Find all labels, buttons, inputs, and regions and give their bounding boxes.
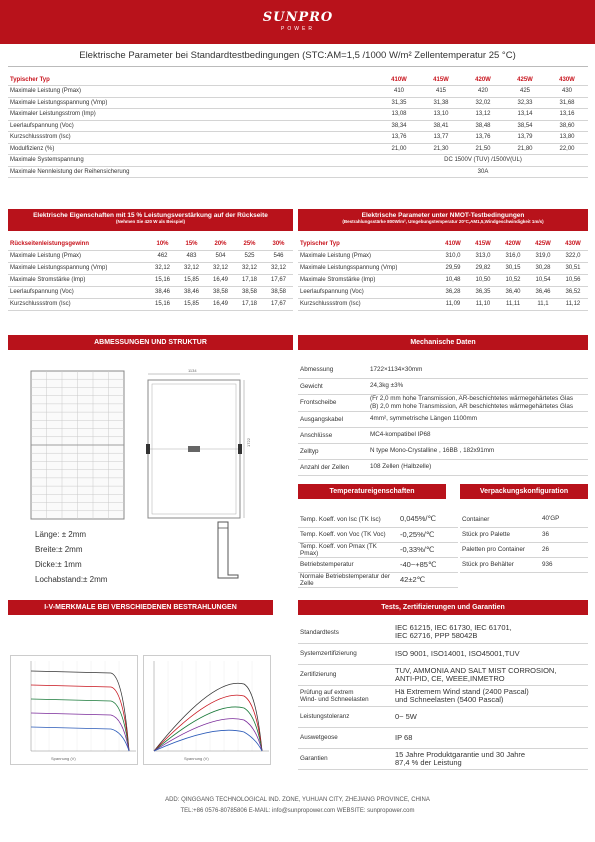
table-cell: DC 1500V (TUV) /1500V(UL) xyxy=(378,155,588,167)
table-row xyxy=(8,155,588,167)
iv-curve xyxy=(31,727,129,751)
table-cell: 38,46 xyxy=(148,286,177,298)
iv-chart-right xyxy=(143,655,271,765)
row-label: Normale Betriebstemperatur der Zelle xyxy=(298,572,398,587)
column-header: 10% xyxy=(148,238,177,250)
rear-section-subtitle: (Nehmen Sie 420 W als Beispiel) xyxy=(115,219,186,224)
table-cell: 13,16 xyxy=(546,109,588,121)
table-cell: 310,0 xyxy=(438,250,468,262)
table-cell: 319,0 xyxy=(528,250,558,262)
tolerance-thickness: Dicke:± 1mm xyxy=(35,560,82,569)
divider xyxy=(8,66,588,67)
panel-front-svg xyxy=(30,370,125,520)
tolerance-width: Breite:± 2mm xyxy=(35,545,83,554)
row-value: 108 Zellen (Halbzelle) xyxy=(368,459,588,475)
table-cell: 10,54 xyxy=(528,274,558,286)
table-cell: 13,76 xyxy=(378,132,420,144)
stc-table xyxy=(8,74,588,178)
row-label: Betriebstemperatur xyxy=(298,557,398,572)
row-label: Garantien xyxy=(298,748,393,769)
table-cell: 415 xyxy=(420,86,462,98)
table-cell: 38,34 xyxy=(378,120,420,132)
column-header: 25% xyxy=(235,238,264,250)
table-cell: 322,0 xyxy=(558,250,588,262)
table-row xyxy=(460,527,588,542)
tolerance-length: Länge: ± 2mm xyxy=(35,530,87,539)
table-cell: 16,49 xyxy=(206,298,235,310)
table-row xyxy=(298,727,588,748)
table-cell: 32,12 xyxy=(235,262,264,274)
rear-table xyxy=(8,238,293,311)
table-cell: 11,10 xyxy=(468,298,498,310)
table-cell: 38,58 xyxy=(264,286,293,298)
table-cell: 38,60 xyxy=(546,120,588,132)
row-label: Container xyxy=(460,512,540,527)
footer-address: ADD: QINGGANG TECHNOLOGICAL IND. ZONE, YUHUAN CITY, ZHEJIANG PROVINCE, CHINA xyxy=(165,797,430,803)
row-value: 936 xyxy=(540,557,588,572)
row-label: Maximaler Leistungsstrom (Imp) xyxy=(8,109,378,121)
table-cell: 30,15 xyxy=(498,262,528,274)
row-value: TUV, AMMONIA AND SALT MIST CORROSION, ANTI-PID, CE, WEEE,INMETRO xyxy=(393,664,588,685)
temp-table xyxy=(298,512,458,588)
table-cell: 17,67 xyxy=(264,298,293,310)
brand-logo xyxy=(262,10,334,36)
row-label: Maximale Leistung (Pmax) xyxy=(298,250,438,262)
table-cell: 10,48 xyxy=(438,274,468,286)
table-row xyxy=(8,86,588,98)
row-label: Prüfung auf extrem Wind- und Schneelasten xyxy=(298,685,393,706)
table-cell: 13,76 xyxy=(462,132,504,144)
table-cell: 36,35 xyxy=(468,286,498,298)
table-cell: 32,02 xyxy=(462,97,504,109)
table-cell: 32,12 xyxy=(206,262,235,274)
row-value: N type Mono-Crystalline , 16BB , 182x91mm xyxy=(368,443,588,459)
table-header-row xyxy=(8,238,293,250)
table-row xyxy=(298,394,588,411)
row-value: 15 Jahre Produktgarantie und 30 Jahre 87,4 % der Leistung xyxy=(393,748,588,769)
table-cell: 11,09 xyxy=(438,298,468,310)
column-header: 20% xyxy=(206,238,235,250)
column-header: 415W xyxy=(420,74,462,86)
table-row xyxy=(8,97,588,109)
table-cell: 10,52 xyxy=(498,274,528,286)
table-cell: 30,51 xyxy=(558,262,588,274)
column-header: 410W xyxy=(438,238,468,250)
row-label: Abmessung xyxy=(298,362,368,378)
row-label: Maximale Leistung (Pmax) xyxy=(8,250,148,262)
row-value: 1722×1134×30mm xyxy=(368,362,588,378)
table-cell: 32,12 xyxy=(177,262,206,274)
table-cell: 32,33 xyxy=(504,97,546,109)
row-label: Frontscheibe xyxy=(298,394,368,411)
table-row xyxy=(298,411,588,427)
table-cell: 17,67 xyxy=(264,274,293,286)
table-cell: 13,10 xyxy=(420,109,462,121)
column-header: 420W xyxy=(462,74,504,86)
table-cell: 13,14 xyxy=(504,109,546,121)
table-row xyxy=(298,274,588,286)
nmot-section-header xyxy=(298,209,588,231)
column-header: 415W xyxy=(468,238,498,250)
column-header: 430W xyxy=(558,238,588,250)
row-value: 42±2℃ xyxy=(398,572,458,587)
pack-header: Verpackungskonfiguration xyxy=(460,484,588,499)
row-label: Maximale Stromstärke (Imp) xyxy=(298,274,438,286)
row-label: Zelltyp xyxy=(298,443,368,459)
row-value: 0,045%/℃ xyxy=(398,512,458,527)
panel-back-drawing xyxy=(140,368,250,520)
table-row xyxy=(298,378,588,394)
row-value: -0,33%/℃ xyxy=(398,542,458,557)
table-cell: 10,50 xyxy=(468,274,498,286)
tolerance-list xyxy=(35,527,185,587)
brand-tagline: POWER xyxy=(281,26,315,32)
table-row xyxy=(298,262,588,274)
table-row xyxy=(8,109,588,121)
row-label: Maximale Leistung (Pmax) xyxy=(8,86,378,98)
table-row xyxy=(8,286,293,298)
table-row xyxy=(298,542,458,557)
table-row xyxy=(298,527,458,542)
row-label: Maximale Leistungsspannung (Vmp) xyxy=(8,262,148,274)
row-label-header: Typischer Typ xyxy=(298,238,438,250)
row-label-header: Rückseitenleistungsgewinn xyxy=(8,238,148,250)
column-header: 15% xyxy=(177,238,206,250)
table-cell: 483 xyxy=(177,250,206,262)
table-row xyxy=(298,685,588,706)
row-value: 26 xyxy=(540,542,588,557)
row-value: 4mm², symmetrische Längen 1100mm xyxy=(368,411,588,427)
table-cell: 15,16 xyxy=(148,274,177,286)
row-label: Anschlüsse xyxy=(298,427,368,443)
table-cell: 38,54 xyxy=(504,120,546,132)
table-cell: 21,00 xyxy=(378,143,420,155)
row-label: Maximale Nennleistung der Reihensicherung xyxy=(8,166,378,178)
table-cell: 525 xyxy=(235,250,264,262)
table-row xyxy=(8,120,588,132)
iv-xlabel-right: Spannung (V) xyxy=(184,756,209,761)
row-value: 36 xyxy=(540,527,588,542)
rear-section-header xyxy=(8,209,293,231)
column-header: 425W xyxy=(504,74,546,86)
table-cell: 30A xyxy=(378,166,588,178)
row-label: Gewicht xyxy=(298,378,368,394)
row-label-header: Typischer Typ xyxy=(8,74,378,86)
table-cell: 21,50 xyxy=(462,143,504,155)
row-label: Leistungstoleranz xyxy=(298,706,393,727)
row-value: ISO 9001, ISO14001, ISO45001,TUV xyxy=(393,643,588,664)
table-cell: 17,18 xyxy=(235,298,264,310)
row-value: Hä Extremem Wind stand (2400 Pascal) und Schneelasten (5400 Pascal) xyxy=(393,685,588,706)
table-cell: 11,11 xyxy=(498,298,528,310)
row-label: Maximale Leistungsspannung (Vmp) xyxy=(298,262,438,274)
table-row xyxy=(8,250,293,262)
table-header-row xyxy=(298,238,588,250)
table-row xyxy=(298,572,458,587)
table-cell: 546 xyxy=(264,250,293,262)
table-cell: 430 xyxy=(546,86,588,98)
row-value: (Fr 2,0 mm hohe Transmission, AR-beschichtetes wärmegehärtetes Glas (B) 2,0 mm hohe Transmission, AR beschichtetes wärmegehärtetes Glas xyxy=(368,394,588,411)
iv-curve xyxy=(31,685,129,751)
row-label: Anzahl der Zellen xyxy=(298,459,368,475)
column-header: 425W xyxy=(528,238,558,250)
row-label: Zertifizierung xyxy=(298,664,393,685)
iv-curve xyxy=(31,713,129,751)
row-label: Maximale Systemspannung xyxy=(8,155,378,167)
nmot-section-title: Elektrische Parameter unter NMOT-Testbedingungen xyxy=(361,212,525,219)
table-cell: 10,56 xyxy=(558,274,588,286)
table-row xyxy=(298,706,588,727)
table-cell: 13,08 xyxy=(378,109,420,121)
row-label: Stück pro Palette xyxy=(460,527,540,542)
row-label: Temp. Koeff. von Voc (TK Voc) xyxy=(298,527,398,542)
table-cell: 36,28 xyxy=(438,286,468,298)
table-cell: 22,00 xyxy=(546,143,588,155)
row-label: Auswetgeose xyxy=(298,727,393,748)
iv-curve xyxy=(31,699,129,751)
footer-contact: TEL:+86 0576-80785806 E-MAIL: info@sunpropower.com WEBSITE: sunpropower.com xyxy=(180,808,415,814)
table-row xyxy=(298,427,588,443)
table-cell: 36,52 xyxy=(558,286,588,298)
table-header-row xyxy=(8,74,588,86)
table-row xyxy=(460,557,588,572)
table-row xyxy=(8,298,293,310)
row-value: MC4-kompatibel IP68 xyxy=(368,427,588,443)
table-cell: 17,18 xyxy=(235,274,264,286)
row-label: Paletten pro Container xyxy=(460,542,540,557)
row-label: Modulfizienz (%) xyxy=(8,143,378,155)
table-row xyxy=(8,274,293,286)
row-value: 24,3kg ±3% xyxy=(368,378,588,394)
table-row xyxy=(298,362,588,378)
table-row xyxy=(298,512,458,527)
column-header: 430W xyxy=(546,74,588,86)
top-dimension-label: 1134 xyxy=(188,368,197,373)
table-cell: 13,12 xyxy=(462,109,504,121)
table-cell: 31,38 xyxy=(420,97,462,109)
frame-profile-drawing xyxy=(210,520,250,580)
nmot-section-subtitle: (Bestrahlungsstärke 800W/m², Umgebungstemperatur 20°C,AM1,5,Windgeschwindigkeit 1m/s) xyxy=(342,219,544,224)
table-cell: 410 xyxy=(378,86,420,98)
row-value: IP 68 xyxy=(393,727,588,748)
table-row xyxy=(298,664,588,685)
row-label: Systemzertifizierung xyxy=(298,643,393,664)
table-cell: 31,68 xyxy=(546,97,588,109)
table-cell: 13,80 xyxy=(546,132,588,144)
row-label: Leerlaufspannung (Voc) xyxy=(8,286,148,298)
row-label: Temp. Koeff. von Pmax (TK Pmax) xyxy=(298,542,398,557)
table-row xyxy=(298,250,588,262)
table-cell: 13,77 xyxy=(420,132,462,144)
table-cell: 36,40 xyxy=(498,286,528,298)
side-dimension-label: 1722 xyxy=(245,438,251,447)
table-cell: 21,80 xyxy=(504,143,546,155)
page-title: Elektrische Parameter bei Standardtestbedingungen (STC:AM=1,5 /1000 W/m² Zellentemperatur 25 °C) xyxy=(79,50,516,61)
row-value: -0,25%/℃ xyxy=(398,527,458,542)
table-cell: 38,58 xyxy=(206,286,235,298)
column-header: 420W xyxy=(498,238,528,250)
table-row xyxy=(298,557,458,572)
row-label: Temp. Koeff. von Isc (TK Isc) xyxy=(298,512,398,527)
table-cell: 316,0 xyxy=(498,250,528,262)
table-cell: 13,79 xyxy=(504,132,546,144)
cert-header: Tests, Zertifizierungen und Garantien xyxy=(298,600,588,615)
table-cell: 420 xyxy=(462,86,504,98)
table-cell: 504 xyxy=(206,250,235,262)
table-cell: 36,46 xyxy=(528,286,558,298)
table-cell: 32,12 xyxy=(264,262,293,274)
table-row xyxy=(8,166,588,178)
row-label: Kurzschlussstrom (Isc) xyxy=(8,132,378,144)
row-label: Stück pro Behälter xyxy=(460,557,540,572)
table-cell: 38,58 xyxy=(235,286,264,298)
rear-section-title: Elektrische Eigenschaften mit 15 % Leistungsverstärkung auf der Rückseite xyxy=(33,212,268,219)
table-cell: 38,48 xyxy=(462,120,504,132)
table-cell: 15,85 xyxy=(177,274,206,286)
row-label: Leerlaufspannung (Voc) xyxy=(8,120,378,132)
table-cell: 16,49 xyxy=(206,274,235,286)
pack-table xyxy=(460,512,588,573)
dimensions-header: ABMESSUNGEN UND STRUKTUR xyxy=(8,335,293,350)
tolerance-hole: Lochabstand:± 2mm xyxy=(35,575,108,584)
iv-header: I-V-MERKMALE BEI VERSCHIEDENEN BESTRAHLUNGEN xyxy=(8,600,273,615)
temp-header: Temperatureigenschaften xyxy=(298,484,446,499)
row-label: Maximale Stromstärke (Imp) xyxy=(8,274,148,286)
table-cell: 21,30 xyxy=(420,143,462,155)
table-row xyxy=(460,512,588,527)
iv-chart-left xyxy=(10,655,138,765)
row-label: Standardtests xyxy=(298,622,393,643)
table-cell: 32,12 xyxy=(148,262,177,274)
table-cell: 462 xyxy=(148,250,177,262)
table-cell: 38,41 xyxy=(420,120,462,132)
table-cell: 425 xyxy=(504,86,546,98)
table-cell: 30,28 xyxy=(528,262,558,274)
row-label: Kurzschlussstrom (Isc) xyxy=(8,298,148,310)
table-cell: 31,35 xyxy=(378,97,420,109)
table-row xyxy=(298,298,588,310)
table-cell: 38,46 xyxy=(177,286,206,298)
table-cell: 29,82 xyxy=(468,262,498,274)
row-value: -40~+85℃ xyxy=(398,557,458,572)
table-cell: 11,12 xyxy=(558,298,588,310)
iv-xlabel-left: Spannung (V) xyxy=(51,756,76,761)
table-row xyxy=(8,143,588,155)
table-row xyxy=(298,286,588,298)
panel-back-svg xyxy=(140,368,250,520)
table-row xyxy=(8,262,293,274)
frame-profile-svg xyxy=(210,520,250,580)
table-cell: 11,1 xyxy=(528,298,558,310)
table-row xyxy=(298,443,588,459)
brand-name: SUNPRO xyxy=(262,10,334,25)
iv-chart-right-svg xyxy=(144,656,272,766)
row-label: Maximale Leistungsspannung (Vmp) xyxy=(8,97,378,109)
table-row xyxy=(298,622,588,643)
table-cell: 15,85 xyxy=(177,298,206,310)
table-row xyxy=(8,132,588,144)
column-header: 410W xyxy=(378,74,420,86)
column-header: 30% xyxy=(264,238,293,250)
cert-table xyxy=(298,622,588,770)
table-row xyxy=(298,748,588,769)
row-label: Kurzschlussstrom (Isc) xyxy=(298,298,438,310)
panel-front-drawing xyxy=(30,370,125,520)
table-row xyxy=(298,459,588,475)
mech-header: Mechanische Daten xyxy=(298,335,588,350)
nmot-table xyxy=(298,238,588,311)
iv-chart-left-svg xyxy=(11,656,139,766)
row-value: 0~ 5W xyxy=(393,706,588,727)
table-row xyxy=(460,542,588,557)
row-value: IEC 61215, IEC 61730, IEC 61701, IEC 62716, PPP 58042B xyxy=(393,622,588,643)
row-label: Leerlaufspannung (Voc) xyxy=(298,286,438,298)
mech-table xyxy=(298,362,588,476)
row-value: 40'GP xyxy=(540,512,588,527)
iv-curve xyxy=(31,671,129,751)
table-cell: 15,16 xyxy=(148,298,177,310)
table-cell: 29,59 xyxy=(438,262,468,274)
table-row xyxy=(298,643,588,664)
row-label: Ausgangskabel xyxy=(298,411,368,427)
table-cell: 313,0 xyxy=(468,250,498,262)
